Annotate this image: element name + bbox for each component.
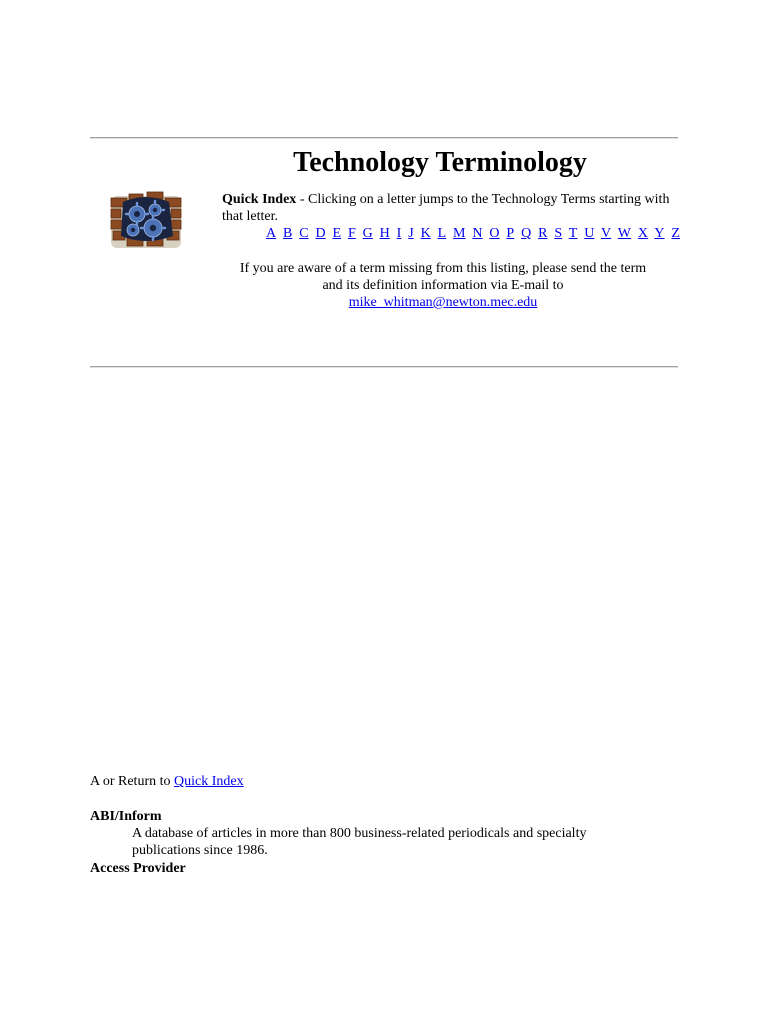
letter-link-w[interactable]: W	[617, 226, 631, 241]
letter-link-g[interactable]: G	[362, 226, 373, 241]
letter-link-j[interactable]: J	[408, 226, 414, 241]
definition-abi-inform: A database of articles in more than 800 business-related periodicals and specialty publications since 1986.	[132, 826, 587, 858]
bottom-divider	[90, 366, 678, 368]
quick-index-intro	[222, 191, 672, 225]
term-abi-inform: ABI/Inform	[90, 809, 162, 824]
letter-link-a[interactable]: A	[266, 226, 277, 241]
top-divider	[90, 137, 678, 139]
letter-link-e[interactable]: E	[332, 226, 342, 241]
missing-term-line-2: and its definition information via E-mail to	[322, 278, 564, 293]
missing-term-line-1: If you are aware of a term missing from this listing, please send the term	[239, 261, 647, 276]
return-quick-index-link[interactable]: Quick Index	[174, 774, 244, 789]
letter-link-z[interactable]: Z	[671, 226, 680, 241]
letter-link-b[interactable]: B	[283, 226, 293, 241]
letter-link-f[interactable]: F	[347, 226, 356, 241]
page-title: Technology Terminology	[293, 147, 587, 178]
section-a-header	[90, 773, 244, 790]
letter-link-p[interactable]: P	[506, 226, 515, 241]
letter-link-d[interactable]: D	[315, 226, 326, 241]
term-access-provider: Access Provider	[90, 861, 186, 876]
letter-link-c[interactable]: C	[299, 226, 309, 241]
letter-link-s[interactable]: S	[554, 226, 563, 241]
gears-brick-wall-icon	[109, 190, 183, 254]
letter-link-x[interactable]: X	[637, 226, 649, 241]
letter-link-q[interactable]: Q	[521, 226, 532, 241]
letter-link-o[interactable]: O	[489, 226, 500, 241]
letter-link-r[interactable]: R	[538, 226, 548, 241]
missing-term-notice	[222, 260, 664, 311]
letter-link-v[interactable]: V	[601, 226, 612, 241]
letter-link-l[interactable]: L	[437, 226, 447, 241]
letter-link-k[interactable]: K	[420, 226, 431, 241]
letter-link-m[interactable]: M	[453, 226, 466, 241]
letter-link-t[interactable]: T	[568, 226, 578, 241]
section-a-prefix: A or Return to	[90, 774, 174, 789]
quick-index-description: - Clicking on a letter jumps to the Technology Terms starting with that letter.	[222, 192, 670, 224]
contact-email-link[interactable]: mike_whitman@newton.mec.edu	[348, 295, 538, 310]
letter-index	[266, 225, 683, 242]
letter-link-n[interactable]: N	[472, 226, 483, 241]
letter-link-u[interactable]: U	[584, 226, 595, 241]
letter-link-i[interactable]: I	[396, 226, 402, 241]
quick-index-label: Quick Index	[222, 192, 297, 207]
letter-link-y[interactable]: Y	[654, 226, 665, 241]
letter-link-h[interactable]: H	[379, 226, 390, 241]
